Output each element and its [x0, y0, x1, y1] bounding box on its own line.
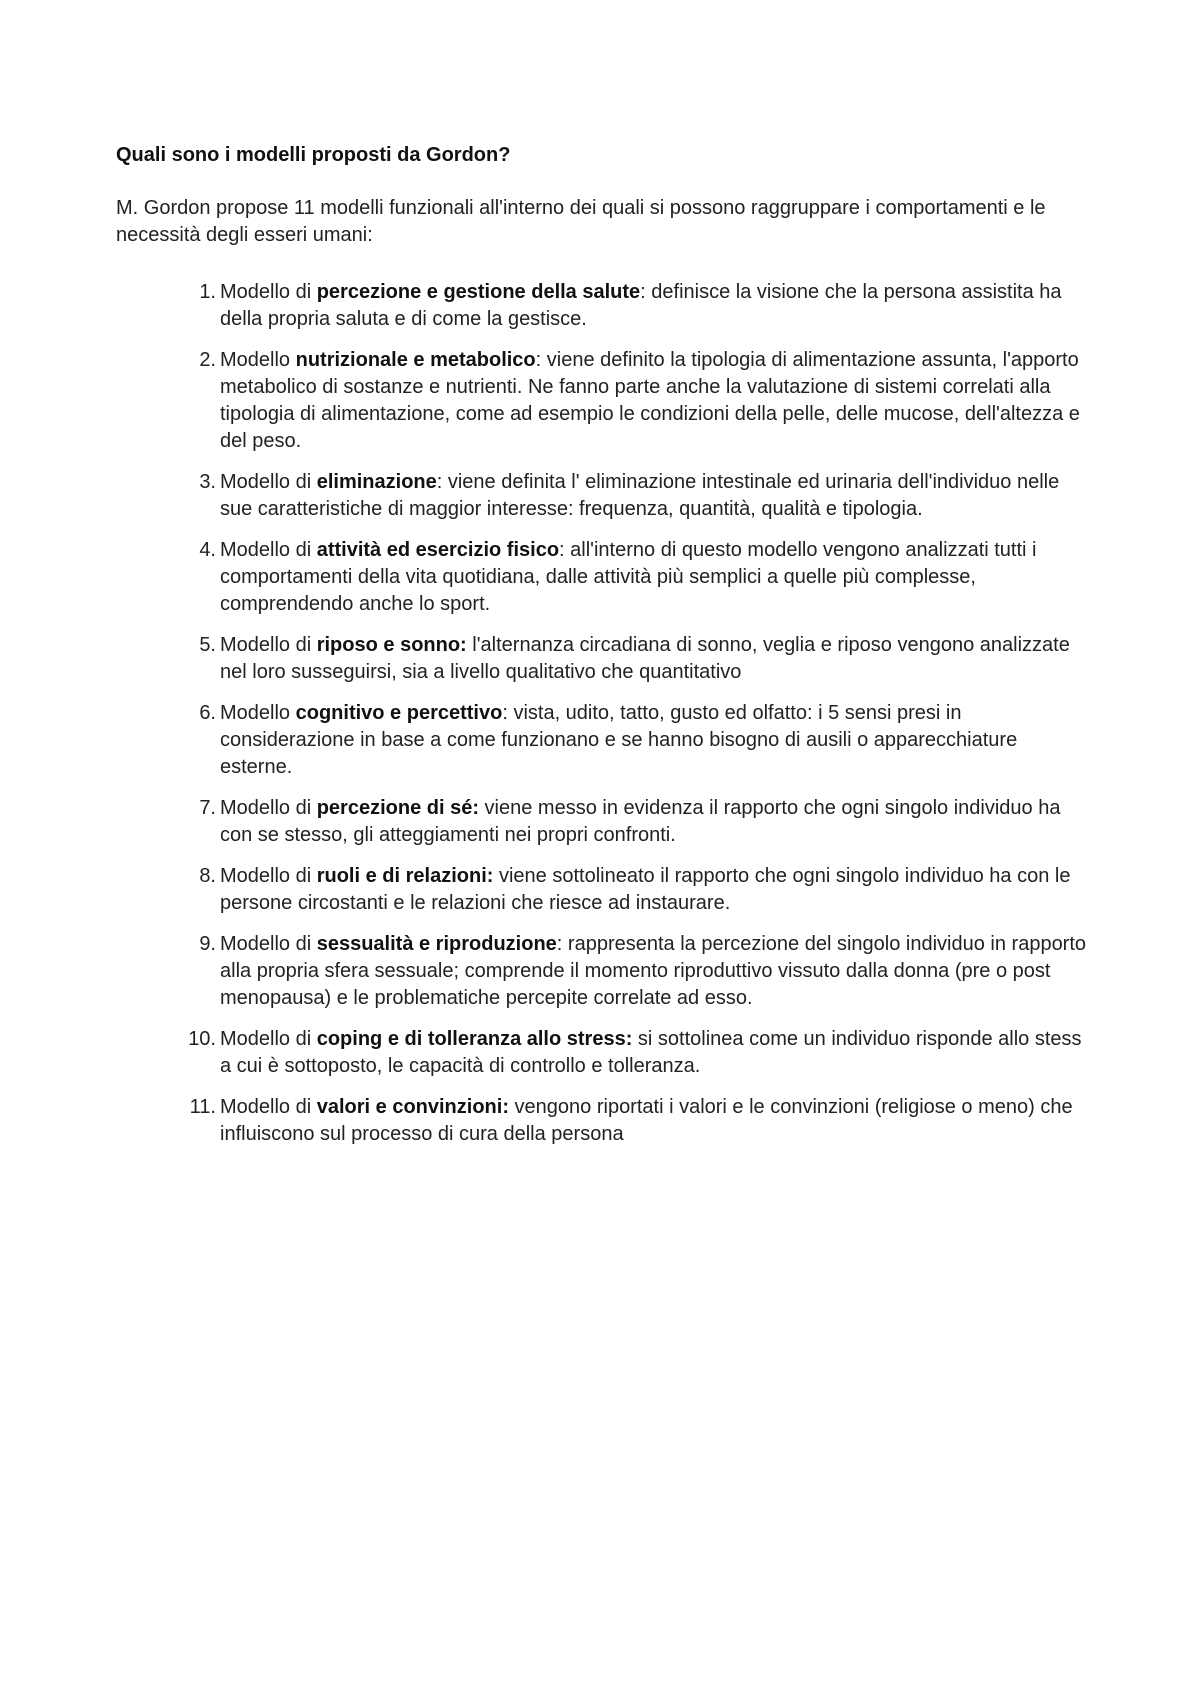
item-prefix: Modello di	[220, 634, 317, 656]
item-prefix: Modello di	[220, 1096, 317, 1118]
item-term: attività ed esercizio fisico	[316, 539, 560, 561]
item-term: nutrizionale e metabolico	[295, 349, 536, 371]
list-item	[116, 931, 1091, 1012]
item-prefix: Modello di	[220, 933, 317, 955]
item-description: vengono riportati i valori e le convinzioni (religiose o meno) che influiscono sul processo di cura della persona	[220, 1096, 1073, 1145]
item-term: riposo e sonno:	[316, 634, 467, 656]
list-item	[116, 700, 1091, 781]
item-number: 10.	[188, 1028, 216, 1050]
list-item	[116, 1094, 1091, 1148]
item-number: 8.	[199, 865, 216, 887]
item-number: 9.	[199, 933, 216, 955]
item-term: valori e convinzioni:	[316, 1096, 509, 1118]
item-prefix: Modello	[220, 702, 296, 724]
models-list	[116, 279, 1091, 1148]
intro-paragraph: M. Gordon propose 11 modelli funzionali all'interno dei quali si possono raggruppare i comportamenti e le necessità degli esseri umani:	[116, 197, 1046, 246]
list-item	[116, 795, 1091, 849]
item-term: percezione e gestione della salute	[316, 281, 641, 303]
item-number: 3.	[199, 471, 216, 493]
item-prefix: Modello di	[220, 281, 317, 303]
item-description: : all'interno di questo modello vengono analizzati tutti i comportamenti della vita quotidiana, dalle attività più semplici a quelle più complesse, comprendendo anche lo sport.	[220, 539, 1037, 615]
item-number: 4.	[199, 539, 216, 561]
item-term: sessualità e riproduzione	[316, 933, 557, 955]
item-term: eliminazione	[316, 471, 437, 493]
item-term: ruoli e di relazioni:	[316, 865, 494, 887]
item-number: 7.	[199, 797, 216, 819]
list-item	[116, 279, 1091, 333]
item-description: l'alternanza circadiana di sonno, veglia e riposo vengono analizzate nel loro susseguirsi, sia a livello qualitativo che quantitativo	[220, 634, 1070, 683]
item-prefix: Modello di	[220, 471, 317, 493]
item-prefix: Modello di	[220, 1028, 317, 1050]
item-number: 11.	[189, 1096, 216, 1118]
list-item	[116, 469, 1091, 523]
item-prefix: Modello di	[220, 539, 317, 561]
item-term: cognitivo e percettivo	[295, 702, 503, 724]
list-item	[116, 347, 1091, 455]
item-description: : definisce la visione che la persona assistita ha della propria saluta e di come la gestisce.	[220, 281, 1062, 330]
item-description: viene sottolineato il rapporto che ogni singolo individuo ha con le persone circostanti e le relazioni che riesce ad instaurare.	[220, 865, 1071, 914]
item-term: percezione di sé:	[316, 797, 479, 819]
item-prefix: Modello di	[220, 797, 317, 819]
document-page	[116, 141, 1091, 1162]
item-description: : rappresenta la percezione del singolo individuo in rapporto alla propria sfera sessuale; comprende il momento riproduttivo vissuto dalla donna (pre o post menopausa) e le problematiche percepite correlate ad esso.	[220, 933, 1087, 1009]
item-description: viene messo in evidenza il rapporto che ogni singolo individuo ha con se stesso, gli atteggiamenti nei propri confronti.	[220, 797, 1061, 846]
item-prefix: Modello	[220, 349, 296, 371]
item-description: : vista, udito, tatto, gusto ed olfatto: i 5 sensi presi in considerazione in base a come funzionano e se hanno bisogno di ausili o apparecchiature esterne.	[220, 702, 1018, 778]
item-number: 6.	[199, 702, 216, 724]
list-item	[116, 1026, 1091, 1080]
item-description: : viene definito la tipologia di alimentazione assunta, l'apporto metabolico di sostanze e nutrienti. Ne fanno parte anche la valutazione di sistemi correlati alla tipologia di alimentazione, come ad esempio le condizioni della pelle, delle mucose, dell'altezza e del peso.	[220, 349, 1080, 452]
item-description: si sottolinea come un individuo risponde allo stess a cui è sottoposto, le capacità di controllo e tolleranza.	[220, 1028, 1082, 1077]
item-prefix: Modello di	[220, 865, 317, 887]
item-description: : viene definita l' eliminazione intestinale ed urinaria dell'individuo nelle sue caratteristiche di maggior interesse: frequenza, quantità, qualità e tipologia.	[220, 471, 1060, 520]
item-number: 2.	[199, 349, 216, 371]
list-item	[116, 632, 1091, 686]
list-item	[116, 537, 1091, 618]
item-number: 1.	[199, 281, 216, 303]
page-title: Quali sono i modelli proposti da Gordon?	[116, 144, 511, 166]
list-item	[116, 863, 1091, 917]
item-term: coping e di tolleranza allo stress:	[316, 1028, 633, 1050]
item-number: 5.	[199, 634, 216, 656]
